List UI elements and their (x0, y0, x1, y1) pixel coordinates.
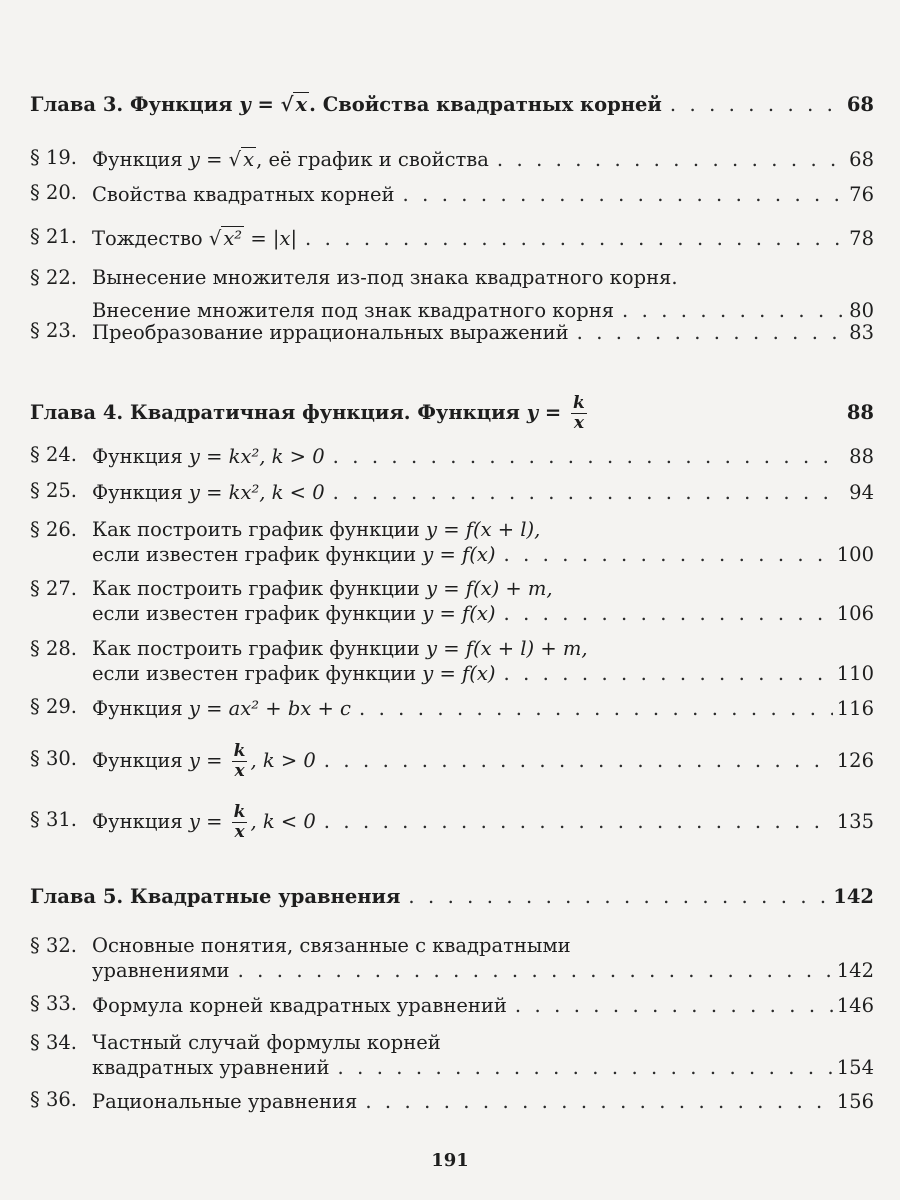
page-ref: 83 (849, 321, 874, 344)
section-number: § 26. (30, 518, 77, 541)
section-number: § 27. (30, 577, 77, 600)
entry-title: Преобразование иррациональных выражений (92, 321, 569, 344)
leader-dots (238, 958, 833, 983)
leader-dots (324, 736, 833, 786)
entry-title: Функция y = ax² + bx + c (92, 697, 351, 720)
leader-dots (338, 1055, 833, 1080)
page-ref: 106 (836, 602, 874, 625)
leader-dots (408, 882, 829, 912)
section-number: § 21. (30, 225, 77, 248)
section-number: § 25. (30, 479, 77, 502)
chapter-title: Глава 5. Квадратные уравнения (30, 885, 401, 908)
section-number: § 31. (30, 808, 77, 831)
fraction: $\frac{k}{x}$ (233, 741, 246, 781)
entry-title-line2: если известен график функции y = f(x) (92, 602, 496, 625)
entry-title: Тождество √ x² = |x| (92, 227, 298, 250)
leader-dots (503, 661, 832, 686)
section-number: § 23. (30, 319, 77, 342)
leader-dots (365, 1087, 832, 1117)
page-ref: 68 (849, 148, 874, 171)
section-number: § 29. (30, 695, 77, 718)
section-number: § 30. (30, 747, 77, 770)
page-ref: 154 (836, 1056, 874, 1079)
page-ref: 88 (849, 445, 874, 468)
section-number: § 28. (30, 637, 77, 660)
entry-title: Функция y = $\frac{k}{x}$ , k < 0 (92, 802, 316, 842)
page-ref: 156 (836, 1090, 874, 1113)
chapter-title: Глава 3. Функция y = √ x . Свойства квадратных корней (30, 93, 662, 116)
leader-dots (305, 224, 842, 254)
entry-title-line2: квадратных уравнений (92, 1056, 330, 1079)
page-ref: 110 (836, 662, 874, 685)
entry-title: Функция y = kx², k > 0 (92, 445, 325, 468)
entry-title: Функция y = kx², k < 0 (92, 481, 325, 504)
page-ref: 94 (849, 481, 874, 504)
entry-title: Рациональные уравнения (92, 1090, 358, 1113)
entry-title: Формула корней квадратных уравнений (92, 994, 507, 1017)
entry-title-line2: Внесение множителя под знак квадратного корня (92, 299, 614, 322)
leader-dots (359, 694, 833, 724)
section-number: § 34. (30, 1031, 77, 1054)
page-ref: 142 (833, 885, 874, 908)
leader-dots (333, 442, 842, 472)
page-ref: 76 (849, 183, 874, 206)
fraction: $\frac{k}{x}$ (233, 802, 246, 842)
section-number: § 33. (30, 992, 77, 1015)
page-ref: 142 (836, 959, 874, 982)
sqrt-expression: x (295, 93, 308, 116)
page-ref: 68 (846, 93, 874, 116)
section-number: § 19. (30, 146, 77, 169)
entry-title-line1: Основные понятия, связанные с квадратными (92, 934, 571, 957)
entry-title-line1: Как построить график функции y = f(x) + m, (92, 577, 553, 600)
entry-title-line1: Как построить график функции y = f(x + l) + m, (92, 637, 588, 660)
leader-dots (577, 318, 842, 348)
leader-dots (515, 991, 833, 1021)
leader-dots (324, 797, 833, 847)
section-number: § 24. (30, 443, 77, 466)
entry-title-line2: уравнениями (92, 959, 230, 982)
page-ref: 135 (836, 810, 874, 833)
page-ref: 100 (836, 543, 874, 566)
entry-title-line1: Вынесение множителя из-под знака квадратного корня. (92, 266, 678, 289)
page-ref: 88 (846, 401, 874, 424)
leader-dots (670, 90, 842, 120)
chapter-title: Глава 4. Квадратичная функция. Функция y = $\frac{k}{x}$ (30, 393, 585, 433)
entry-title-line1: Как построить график функции y = f(x + l), (92, 518, 541, 541)
page-ref: 126 (836, 749, 874, 772)
leader-dots (403, 180, 843, 210)
leader-dots (497, 145, 842, 175)
leader-dots (333, 478, 842, 508)
section-number: § 36. (30, 1088, 77, 1111)
page-number: 191 (431, 1150, 469, 1171)
entry-title: Функция y = √ x , её график и свойства (92, 148, 489, 171)
section-number: § 20. (30, 181, 77, 204)
page-ref: 146 (836, 994, 874, 1017)
entry-title: Свойства квадратных корней (92, 183, 395, 206)
leader-dots (503, 601, 832, 626)
leader-dots (503, 542, 832, 567)
section-number: § 32. (30, 934, 77, 957)
entry-title-line1: Частный случай формулы корней (92, 1031, 441, 1054)
entry-title-line2: если известен график функции y = f(x) (92, 662, 496, 685)
entry-title: Функция y = $\frac{k}{x}$ , k > 0 (92, 741, 316, 781)
page-ref: 80 (849, 299, 874, 322)
page-ref: 78 (849, 227, 874, 250)
fraction: $\frac{k}{x}$ (573, 393, 585, 433)
section-number: § 22. (30, 266, 77, 289)
page-ref: 116 (836, 697, 874, 720)
entry-title-line2: если известен график функции y = f(x) (92, 543, 496, 566)
